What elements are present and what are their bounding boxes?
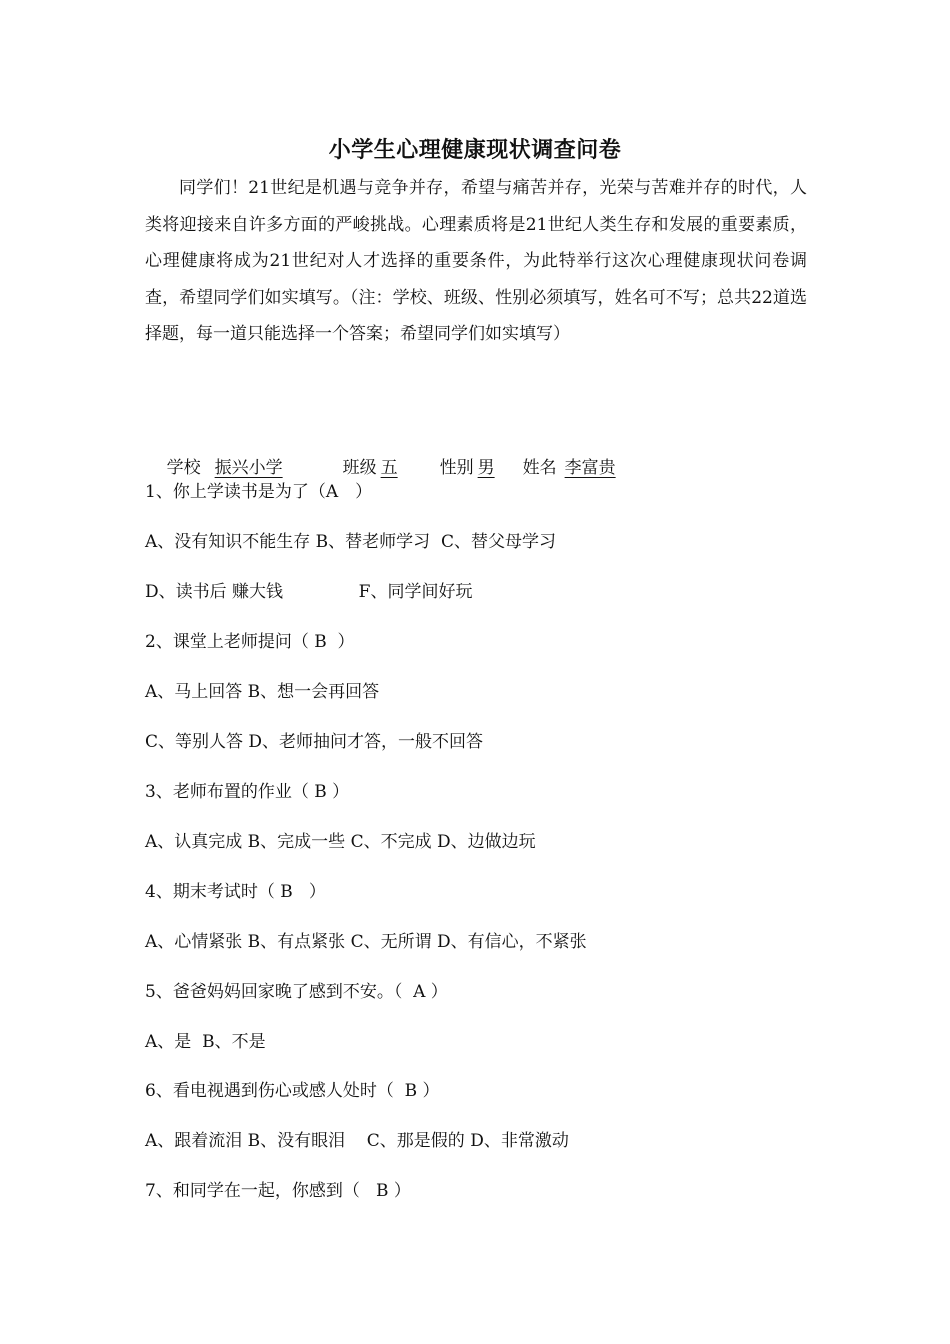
- question-1-options-row-2: D、读书后 赚大钱 F、同学间好玩: [145, 582, 473, 602]
- class-value: 五: [380, 458, 398, 478]
- question-2-options-row-2: C、等别人答 D、老师抽问才答，一般不回答: [145, 732, 484, 752]
- question-2: 2、课堂上老师提问（ B ）: [145, 632, 355, 652]
- gender-label: 性别: [439, 458, 474, 478]
- question-6: 6、看电视遇到伤心或感人处时（ B ）: [145, 1081, 440, 1101]
- question-1: 1、你上学读书是为了（A ）: [145, 482, 373, 502]
- gender-value: 男: [477, 458, 495, 478]
- question-1-options-row-1: A、没有知识不能生存 B、替老师学习 C、替父母学习: [145, 532, 556, 552]
- question-5: 5、爸爸妈妈回家晚了感到不安。（ A ）: [145, 982, 448, 1002]
- name-label: 姓名: [522, 458, 557, 478]
- question-5-options-row-1: A、是 B、不是: [145, 1032, 266, 1052]
- class-field[interactable]: [377, 458, 440, 478]
- name-value: 李富贵: [564, 458, 616, 478]
- intro-paragraph: 同学们！21世纪是机遇与竞争并存，希望与痛苦并存，光荣与苦难并存的时代，人类将迎接来自许多方面的严峻挑战。心理素质将是21世纪人类生存和发展的重要素质，心理健康将成为21世纪对人才选择的重要条件，为此特举行这次心理健康现状问卷调查，希望同学们如实填写。（注：学校、班级、性别必须填写，姓名可不写；总共22道选择题，每一道只能选择一个答案；希望同学们如实填写）: [145, 178, 807, 344]
- school-field[interactable]: [201, 458, 343, 478]
- gender-field[interactable]: [474, 458, 523, 478]
- question-7: 7、和同学在一起，你感到（ B ）: [145, 1181, 411, 1201]
- question-3: 3、老师布置的作业（ B ）: [145, 782, 350, 802]
- question-6-options-row-1: A、跟着流泪 B、没有眼泪 C、那是假的 D、非常激动: [145, 1131, 569, 1151]
- school-label: 学校: [166, 458, 201, 478]
- question-3-options-row-1: A、认真完成 B、完成一些 C、不完成 D、边做边玩: [145, 832, 536, 852]
- school-value: 振兴小学: [214, 458, 283, 478]
- class-label: 班级: [342, 458, 377, 478]
- name-field[interactable]: [557, 458, 678, 478]
- page-title: 小学生心理健康现状调查问卷: [328, 137, 622, 163]
- question-2-options-row-1: A、马上回答 B、想一会再回答: [145, 682, 380, 702]
- question-4: 4、期末考试时（ B ）: [145, 882, 326, 902]
- question-4-options-row-1: A、心情紧张 B、有点紧张 C、无所谓 D、有信心，不紧张: [145, 932, 587, 952]
